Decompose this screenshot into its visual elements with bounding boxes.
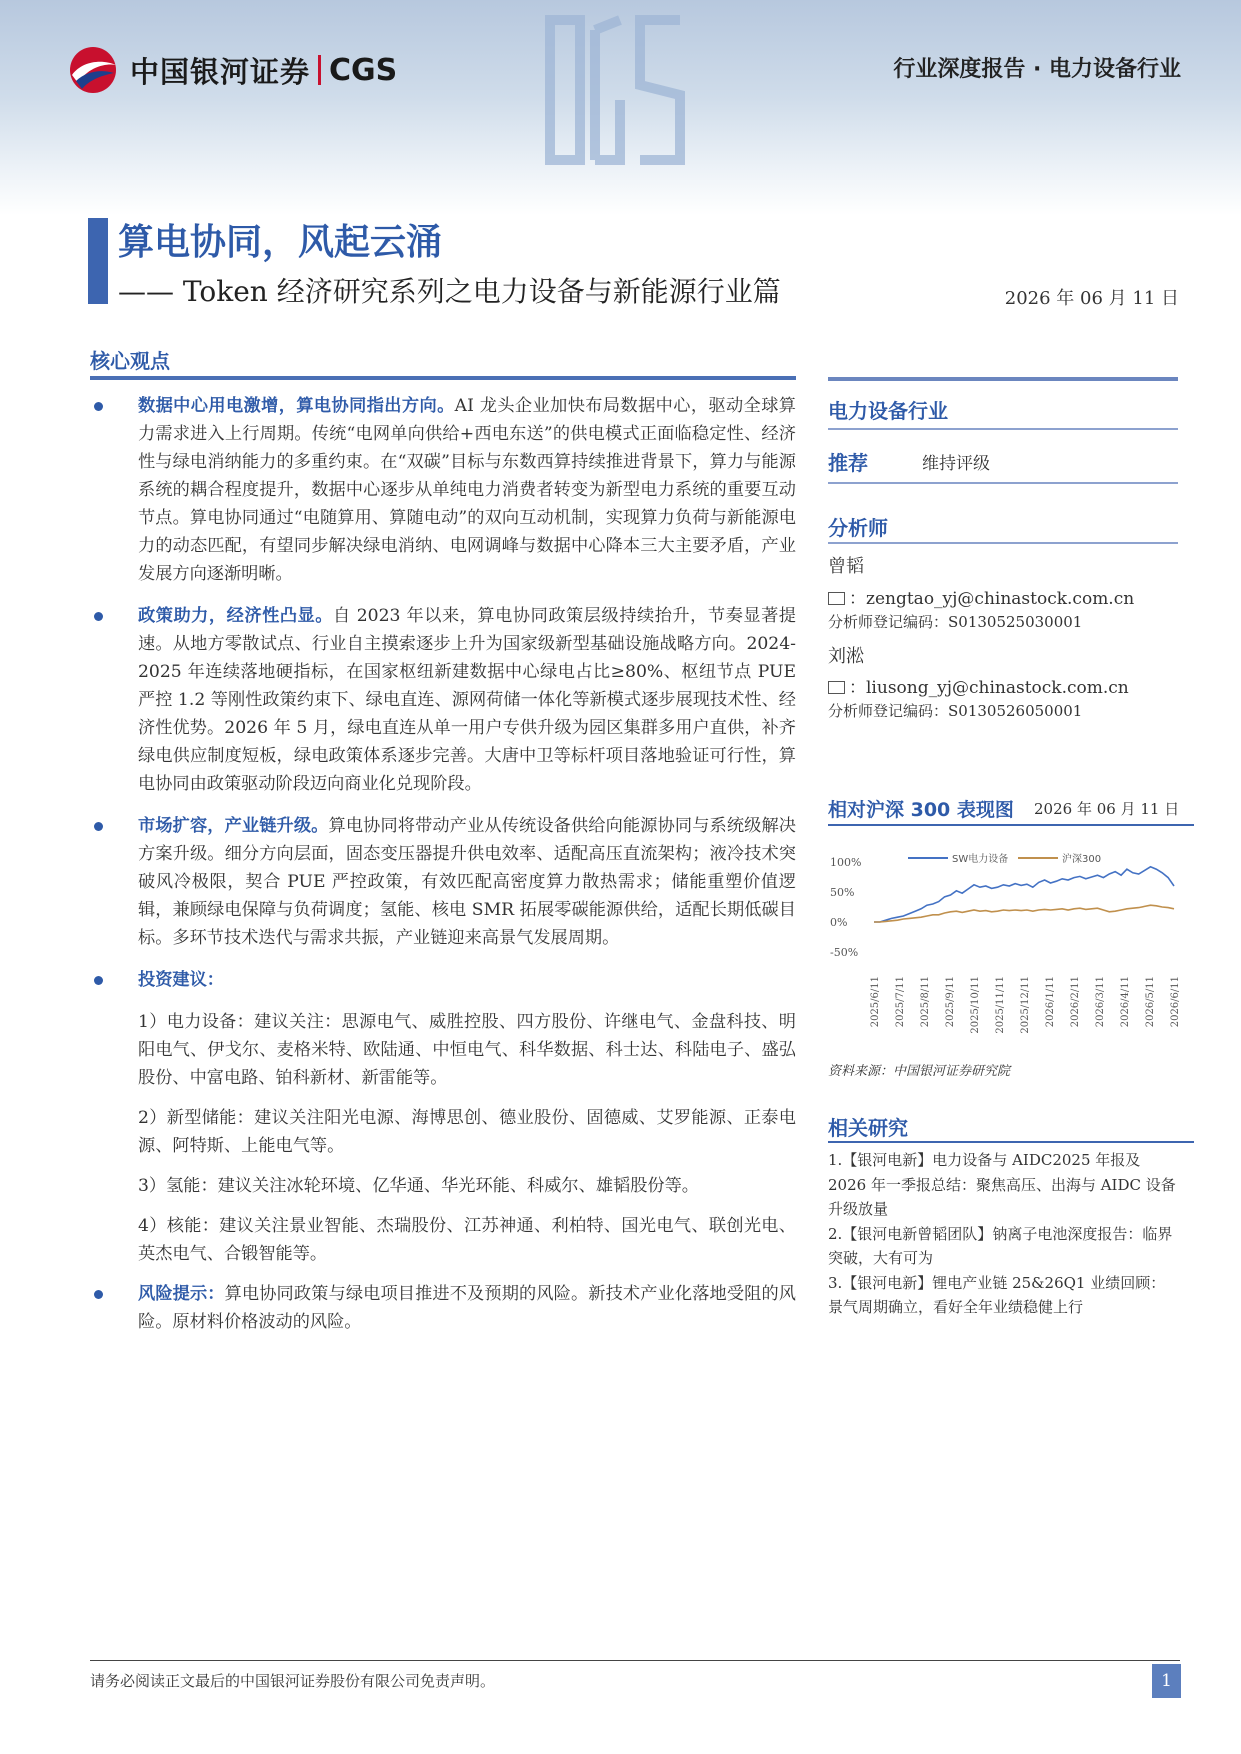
x-tick-label: 2025/6/11 [870,976,881,1028]
sidebar-top-divider [828,377,1178,381]
x-tick-label: 2026/3/11 [1095,976,1106,1028]
x-tick-label: 2026/2/11 [1070,976,1081,1028]
mail-icon [828,592,845,605]
point-text: 算电协同政策与绿电项目推进不及预期的风险。新技术产业化落地受阻的风险。原材料价格波动的风险。 [138,1284,796,1332]
x-tick-label: 2025/9/11 [945,976,956,1028]
x-tick-label: 2026/1/11 [1045,976,1056,1028]
company-logo [66,44,397,96]
sidebar-divider [828,542,1178,544]
rating-label: 推荐 [828,451,868,475]
legend-label: 沪深300 [1062,854,1102,865]
chart-divider [828,824,1194,826]
rating-value: 维持评级 [922,454,990,474]
x-tick-label: 2025/12/11 [1020,976,1031,1034]
page-number: 1 [1152,1664,1181,1698]
related-research-list [828,1148,1178,1320]
report-title: 算电协同，风起云涌 [118,222,443,263]
title-accent-bar [88,218,108,304]
mail-icon [828,681,845,694]
x-tick-label: 2025/10/11 [970,976,981,1034]
related-research-heading: 相关研究 [828,1116,908,1140]
x-tick-label: 2026/6/11 [1170,976,1181,1028]
logo-english-text: CGS [329,52,398,88]
investment-power-equipment: 1）电力设备：建议关注：思源电气、威胜控股、四方股份、许继电气、金盘科技、明阳电气、伊戈尔、麦格米特、欧陆通、中恒电气、科华数据、科士达、科陆电子、盛弘股份、中富电路、铂科新材、新雷能等。 [138,1012,796,1088]
analyst-registration: 分析师登记编码：S0130526050001 [828,702,1083,720]
analyst-email[interactable]: ：zengtao_yj@chinastock.com.cn [828,584,1134,609]
analyst-name: 曾韬 [828,556,864,577]
logo-chinese-text: 中国银河证券 [130,54,311,89]
bullet-icon [94,612,103,621]
bullet-icon [94,1290,103,1299]
investment-energy-storage: 2）新型储能：建议关注阳光电源、海博思创、德业股份、固德威、艾罗能源、正泰电源、阿特斯、上能电气等。 [138,1108,796,1156]
report-type: 行业深度报告 · 电力设备行业 [893,57,1181,82]
investment-nuclear: 4）核能：建议关注景业智能、杰瑞股份、江苏神通、利柏特、国光电气、联创光电、英杰电气、合锻智能等。 [138,1216,796,1264]
point-text: 算电协同将带动产业从传统设备供给向能源协同与系统级解决方案升级。细分方向层面，固态变压器提升供电效率、适配高压直流架构；液冷技术突破风冷极限，契合 PUE 严控政策，有效匹配高密度算力散热需求；储能重塑价值逻辑，兼顾绿电保障与负荷调度；氢能、核电 SMR 拓展零碳能源供给，适配长期低碳目标。多环节技术迭代与需求共振，产业链迎来高景气发展周期。 [138,816,796,948]
core-views-divider [90,376,796,380]
y-tick-label: 100% [830,856,862,869]
point-heading: 市场扩容，产业链升级。 [138,816,329,836]
x-tick-label: 2026/4/11 [1120,976,1131,1028]
related-research-item[interactable]: 2.【银河电新曾韬团队】钠离子电池深度报告：临界突破，大有可为 [828,1224,1173,1267]
point-heading: 数据中心用电激增，算电协同指出方向。 [138,396,455,416]
chart-title: 相对沪深 300 表现图 [828,799,1014,821]
y-tick-label: 50% [830,886,855,899]
chart-date: 2026 年 06 月 11 日 [1034,800,1180,818]
point-risk [90,1280,796,1336]
point-heading: 风险提示： [138,1284,225,1304]
related-research-item[interactable]: 3.【银河电新】锂电产业链 25&26Q1 业绩回顾：景气周期确立，看好全年业绩稳健上行 [828,1273,1166,1316]
analyst-heading: 分析师 [828,516,888,540]
analyst-name: 刘淞 [828,646,864,667]
point-text: AI 龙头企业加快布局数据中心，驱动全球算力需求进入上行周期。传统“电网单向供给+西电东送”的供电模式正面临稳定性、经济性与绿电消纳能力的多重约束。在“双碳”目标与东数西算持续推进背景下，算力与能源系统的耦合程度提升，数据中心逐步从单纯电力消费者转变为新型电力系统的重要互动节点。算电协同通过“电随算用、算随电动”的双向互动机制，实现算力负荷与新能源电力的动态匹配，有望同步解决绿电消纳、电网调峰与数据中心降本三大主要矛盾，产业发展方向逐渐明晰。 [138,396,796,584]
logo-separator [318,55,321,85]
point-text: 自 2023 年以来，算电协同政策层级持续抬升，节奏显著提速。从地方零散试点、行业自主摸索逐步上升为国家级新型基础设施战略方向。2024-2025 年连续落地硬指标，在国家枢纽新建数据中心绿电占比≥80%、枢纽节点 PUE 严控 1.2 等刚性政策约束下、绿电直连、源网荷储一体化等新模式逐步展现技术性、经济性优势。2026 年 5 月，绿电直连从单一用户专供升级为园区集群多用户直供，补齐绿电供应制度短板，绿电政策体系逐步完善。大唐中卫等标杆项目落地验证可行性，算电协同由政策驱动阶段迈向商业化兑现阶段。 [138,606,796,794]
related-research-item[interactable]: 1.【银河电新】电力设备与 AIDC2025 年报及 2026 年一季报总结：聚焦高压、出海与 AIDC 设备升级放量 [828,1151,1176,1218]
bullet-icon [94,402,103,411]
point-policy [90,602,796,798]
galaxy-logo-icon [66,45,120,95]
sidebar-divider [828,428,1178,430]
y-tick-label: -50% [830,946,859,959]
point-heading: 政策助力，经济性凸显。 [138,606,334,626]
bullet-icon [94,976,103,985]
chart-source: 资料来源：中国银河证券研究院 [828,1064,1011,1079]
analyst-registration: 分析师登记编码：S0130525030001 [828,613,1083,631]
point-data-center [90,392,796,588]
core-views-heading: 核心观点 [90,349,170,373]
series-line [874,867,1174,922]
report-date: 2026 年 06 月 11 日 [1004,288,1179,309]
legend-label: SW电力设备 [952,854,1009,865]
y-tick-label: 0% [830,916,848,929]
x-tick-label: 2026/5/11 [1145,976,1156,1028]
sidebar-divider [828,482,1178,484]
industry-label: 电力设备行业 [828,399,948,423]
point-heading: 投资建议： [138,970,224,990]
footer-disclaimer: 请务必阅读正文最后的中国银河证券股份有限公司免责声明。 [90,1672,496,1690]
investment-hydrogen: 3）氢能：建议关注冰轮环境、亿华通、华光环能、科威尔、雄韬股份等。 [138,1176,699,1196]
analyst-email[interactable]: ：liusong_yj@chinastock.com.cn [828,673,1129,698]
bullet-icon [94,822,103,831]
footer-divider [90,1660,1180,1661]
core-views-body [90,392,796,1350]
x-tick-label: 2025/11/11 [995,976,1006,1034]
cgs-watermark-icon [540,10,700,170]
point-market [90,812,796,952]
series-line [874,905,1174,922]
related-research-divider [828,1141,1194,1143]
x-tick-label: 2025/7/11 [895,976,906,1028]
x-tick-label: 2025/8/11 [920,976,931,1028]
point-investment [90,966,796,994]
performance-chart [828,834,1194,1034]
report-subtitle: —— Token 经济研究系列之电力设备与新能源行业篇 [118,275,781,308]
